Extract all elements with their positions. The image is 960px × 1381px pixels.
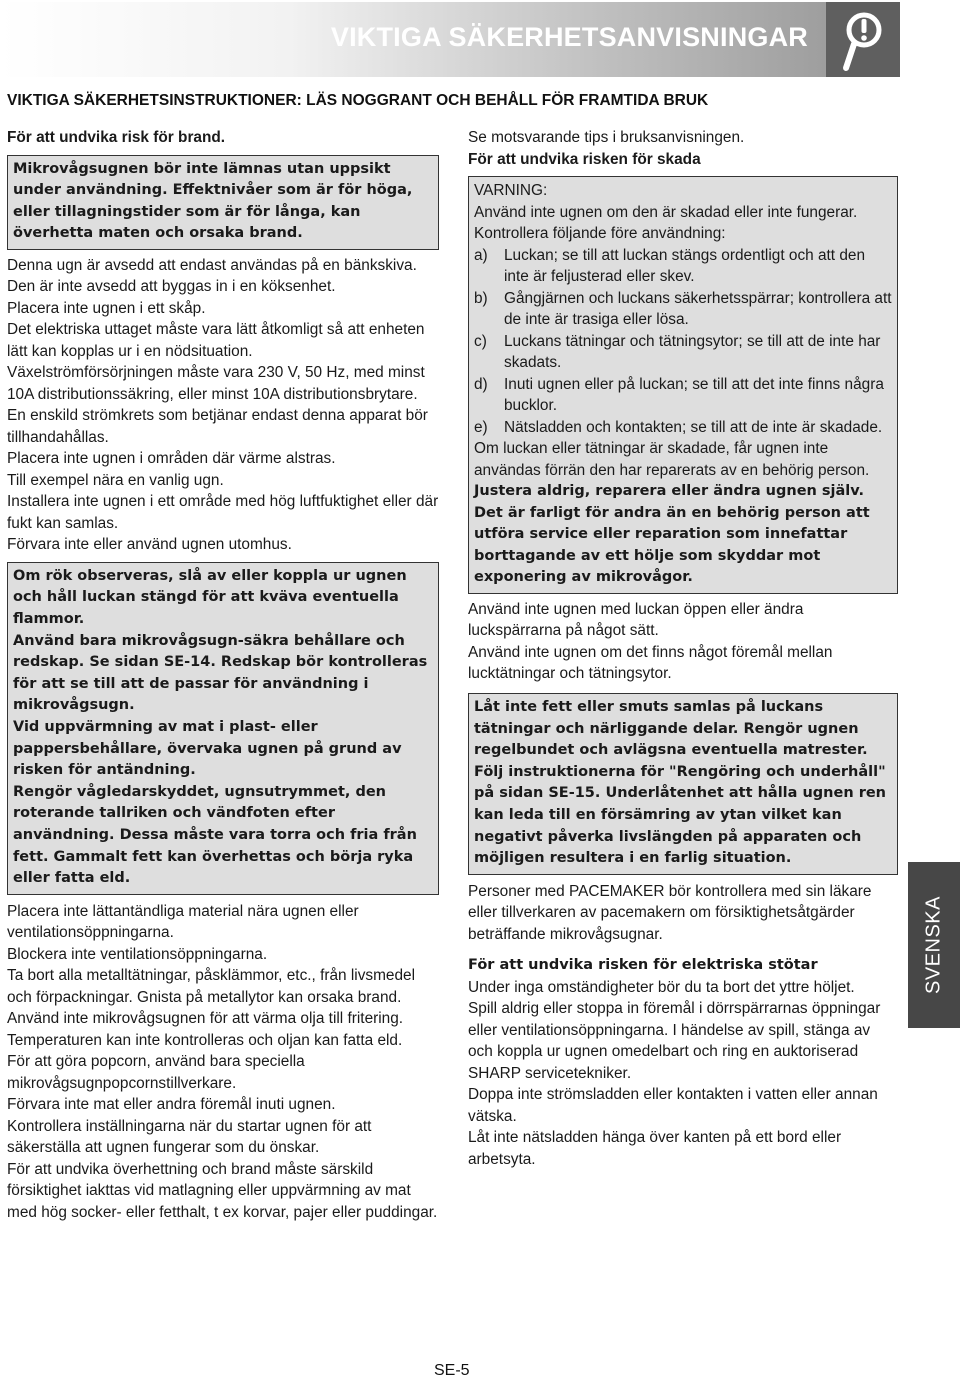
list-item [474,331,892,374]
paragraph: Förvara inte mat eller andra föremål inuti ugnen. [7,1096,336,1114]
paragraph: Använd inte ugnen om det finns något föremål mellan lucktätningar och tätningsytor. [468,643,833,683]
warning-text: Använd inte ugnen om den är skadad eller inte fungerar. Kontrollera följande före användning: [474,203,858,242]
pacemaker-text: Personer med PACEMAKER bör kontrollera med sin läkare eller tillverkaren av pacemakern om försiktighetsåtgärder beträffande mikrovågsugnar. [468,882,872,943]
paragraph: Till exempel nära en vanlig ugn. [7,471,224,489]
language-tab [908,862,960,1028]
list-text: Nätsladden och kontakten; se till att de inte är skadade. [504,418,883,436]
paragraph: Kontrollera inställningarna när du startar ugnen för att säkerställa att ugnen fungerar som du önskar. [7,1117,372,1157]
paragraph: Placera inte lättantändliga material nära ugnen eller ventilationsöppningarna. [7,902,359,942]
fire-warning-box [7,155,439,250]
door-paragraphs [468,599,898,685]
paragraph: Spill aldrig eller stoppa in föremål i dörrspärrarnas öppningar eller ventilationsöppningarna. I händelse av spill, stänga av och koppla ur ugnen omedelbart och ring en auktoriserad SHARP servicetekniker. [468,1000,881,1082]
header-icon-box [826,2,900,77]
repair-warning: Justera aldrig, reparera eller ändra ugnen själv. Det är farligt för andra än en behörig person att utföra service eller reparation som innefattar borttagande av ett hölje som skyddar mot exponering av mikrovågor. [474,483,870,586]
subtitle: VIKTIGA SÄKERHETSINSTRUKTIONER: LÄS NOGGRANT OCH BEHÅLL FÖR FRAMTIDA BRUK [7,92,709,109]
smoke-warning-box [7,562,439,895]
intro-text: Se motsvarande tips i bruksanvisningen. [468,129,745,146]
cleaning-text: Låt inte fett eller smuts samlas på luckans tätningar och närliggande delar. Rengör ugnen regelbundet och avlägsna eventuella matrester. Följ instruktionerna för "Rengöring och underhåll" på sidan SE-15. Underlåtenhet att hålla ugnen ren kan leda till en försämring av ytan vilket kan negativt påverka livslängden på apparaten och möjligen resultera i en farlig situation. [474,698,887,867]
language-tab-label: SVENSKA [922,896,945,994]
paragraph: Blockera inte ventilationsöppningarna. [7,945,268,963]
list-text: Luckans tätningar och tätningsytor; se till att de inte har skadats. [504,332,881,371]
list-text: Gångjärnen och luckans säkerhetsspärrar; kontrollera att de inte är trasiga eller lösa. [504,289,892,328]
list-item [474,374,892,417]
paragraph: För att undvika överhettning och brand måste särskild försiktighet iakttas vid matlagning eller uppvärmning av mat med hög socker- eller fetthalt, t ex korvar, pajer eller puddingar. [7,1160,438,1221]
list-letter: e) [474,418,488,436]
injury-heading: För att undvika risken för skada [468,150,701,168]
page-number: SE-5 [434,1362,470,1379]
list-letter: d) [474,375,488,393]
box-paragraph: Om rök observeras, slå av eller koppla ur ugnen och håll luckan stängd för att kväva eventuella flammor. [13,567,407,628]
paragraph: Låt inte nätsladden hänga över kanten på ett bord eller arbetsyta. [468,1129,842,1168]
box-paragraph: Rengör vågledarskyddet, ugnsutrymmet, den roterande tallriken och vändfoten efter användning. Dessa måste vara torra och fria från fett. Gammalt fett kan överhettas och börja ryka eller fatta eld. [13,783,417,887]
box-paragraph: Vid uppvärmning av mat i plast- eller pappersbehållare, övervaka ugnen på grund av risken för antändning. [13,719,402,779]
paragraph: Placera inte ugnen i ett skåp. [7,299,206,317]
magnifier-exclamation-icon [840,8,886,72]
list-text: Luckan; se till att luckan stängs ordentligt och att den inte är feljusterad eller skev. [504,246,866,285]
installation-paragraphs [7,255,439,556]
paragraph: Använd inte mikrovågsugnen för att värma olja till fritering. Temperaturen kan inte kontrolleras och oljan kan fatta eld. [7,1010,404,1049]
paragraph: Växelströmförsörjningen måste vara 230 V, 50 Hz, med minst 10A distributionssäkring, eller minst 10A distributionsbrytare. [7,364,425,403]
box-paragraph: Använd bara mikrovågsugn-säkra behållare och redskap. Se sidan SE-14. Redskap bör kontrolleras för att se till att de passar för användning i mikrovågsugn. [13,632,428,714]
fire-paragraphs [7,901,439,1224]
paragraph: Doppa inte strömsladden eller kontakten i vatten eller annan vätska. [468,1086,878,1125]
right-column [468,127,898,1170]
damaged-text: Om luckan eller tätningar är skadade, får ugnen inte användas förrän den har reparerats av en behörig person. [474,440,870,479]
list-item [474,245,892,288]
paragraph: Ta bort alla metalltätningar, påsklämmor, etc., från livsmedel och förpackningar. Gnista på metallytor kan orsaka brand. [7,967,416,1006]
paragraph: Använd inte ugnen med luckan öppen eller ändra luckspärrarna på något sätt. [468,600,804,640]
paragraph: En enskild strömkrets som betjänar endast denna apparat bör tillhandahållas. [7,407,428,446]
left-column [7,127,439,1223]
paragraph: Installera inte ugnen i ett område med hög luftfuktighet eller där fukt kan samlas. [7,493,439,532]
paragraph: Placera inte ugnen i områden där värme alstras. [7,450,336,468]
cleaning-box [468,693,898,875]
paragraph: Förvara inte eller använd ugnen utomhus. [7,536,292,554]
electric-heading: För att undvika risken för elektriska stötar [468,957,818,974]
list-letter: b) [474,289,488,307]
warning-label: VARNING: [474,182,548,199]
list-letter: c) [474,332,487,350]
list-item [474,288,892,331]
page-title: VIKTIGA SÄKERHETSANVISNINGAR [330,22,808,52]
list-text: Inuti ugnen eller på luckan; se till att det inte finns några bucklor. [504,375,884,414]
paragraph: För att göra popcorn, använd bara speciella mikrovågsugnpopcornstillverkare. [7,1053,305,1092]
warning-box [468,176,898,594]
list-letter: a) [474,246,488,264]
fire-warning-text: Mikrovågsugnen bör inte lämnas utan uppsikt under användning. Effektnivåer som är för höga, eller tillagningstider som är för långa, kan överhetta maten och orsaka brand. [13,160,413,242]
paragraph: Denna ugn är avsedd att endast användas på en bänkskiva. Den är inte avsedd att byggas in i en köksenhet. [7,256,417,296]
fire-heading: För att undvika risk för brand. [7,129,226,146]
paragraph: Under inga omständigheter bör du ta bort det yttre höljet. [468,978,855,996]
list-item [474,417,892,439]
paragraph: Det elektriska uttaget måste vara lätt åtkomligt så att enheten lätt kan kopplas ur i en nödsituation. [7,321,425,360]
